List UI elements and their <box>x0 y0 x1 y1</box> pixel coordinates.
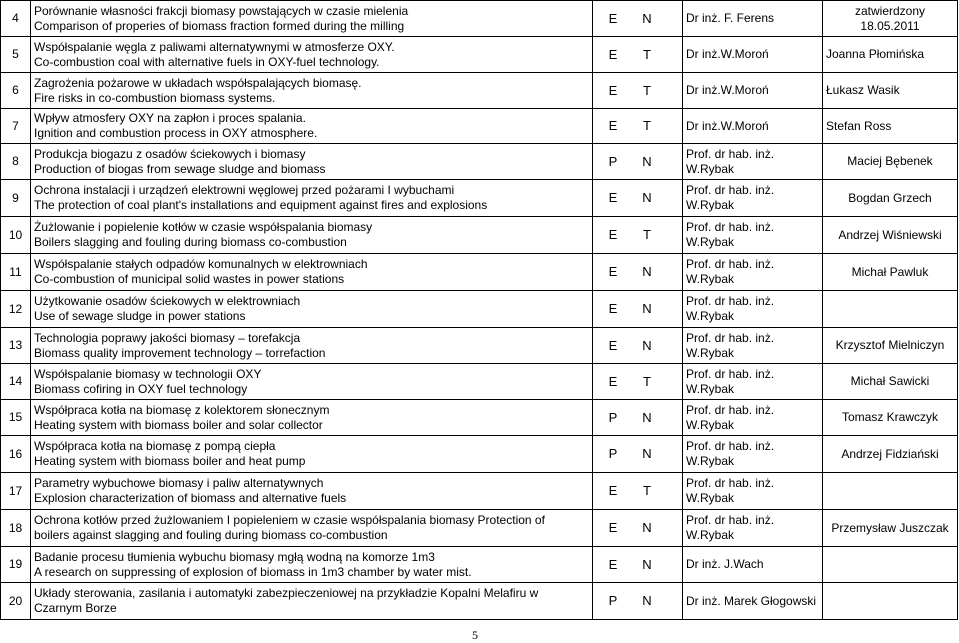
topic-code-2: N <box>642 556 652 572</box>
topic-title-pl: Parametry wybuchowe biomasy i paliw alternatywnych <box>34 476 324 490</box>
supervisor: Prof. dr hab. inż. W.Rybak <box>683 254 823 291</box>
row-number: 11 <box>1 254 31 291</box>
topic-title-pl: Współpraca kotła na biomasę z kolektorem słonecznym <box>34 402 330 417</box>
topic-description <box>31 254 593 291</box>
student <box>823 583 958 620</box>
student: Michał Pawluk <box>823 254 958 291</box>
topic-description <box>31 217 593 254</box>
topic-code-2: N <box>642 337 652 353</box>
topic-description <box>31 364 593 400</box>
topic-title-en: Czarnym Borze <box>34 601 117 615</box>
row-number: 13 <box>1 328 31 364</box>
student: Andrzej Wiśniewski <box>823 217 958 254</box>
supervisor: Prof. dr hab. inż. W.Rybak <box>683 328 823 364</box>
student: Andrzej Fidziański <box>823 436 958 473</box>
topic-code-2: T <box>643 483 651 498</box>
topic-codes <box>593 583 683 620</box>
table-row <box>1 144 958 180</box>
topic-code-2: T <box>643 82 651 98</box>
supervisor: Dr inż.W.Moroń <box>683 37 823 73</box>
topic-description <box>31 400 593 436</box>
topic-codes <box>593 364 683 400</box>
topic-description <box>31 144 593 180</box>
topic-codes <box>593 510 683 547</box>
topic-description <box>31 1 593 37</box>
topic-codes <box>593 547 683 583</box>
topic-title-en: Biomass cofiring in OXY fuel technology <box>34 381 248 396</box>
topic-title-en: Fire risks in co-combustion biomass systems. <box>34 90 276 105</box>
topic-code-2: N <box>642 593 652 608</box>
table-row <box>1 328 958 364</box>
topic-description <box>31 436 593 473</box>
topic-code-2: T <box>643 227 651 242</box>
row-number: 18 <box>1 510 31 547</box>
student <box>823 291 958 328</box>
row-number: 10 <box>1 217 31 254</box>
topic-code-2: N <box>642 10 652 26</box>
row-number: 17 <box>1 473 31 510</box>
topic-description <box>31 510 593 547</box>
table-row <box>1 1 958 37</box>
table-row <box>1 547 958 583</box>
supervisor: Dr inż. Marek Głogowski <box>683 583 823 620</box>
table-row <box>1 583 958 620</box>
topic-title-pl: Porównanie własności frakcji biomasy powstających w czasie mielenia <box>34 3 409 18</box>
student: Łukasz Wasik <box>823 73 958 109</box>
topic-description <box>31 37 593 73</box>
topic-code-1: E <box>608 10 618 26</box>
student: Maciej Bębenek <box>823 144 958 180</box>
topic-title-en: Heating system with biomass boiler and solar collector <box>34 417 323 432</box>
topic-description <box>31 547 593 583</box>
table-row <box>1 180 958 217</box>
supervisor: Dr inż. F. Ferens <box>683 1 823 37</box>
row-number: 4 <box>1 1 31 37</box>
page-number: 5 <box>472 628 478 642</box>
row-number: 6 <box>1 73 31 109</box>
topic-code-1: E <box>608 337 618 353</box>
topic-title-en: Co-combustion of municipal solid wastes in power stations <box>34 272 345 286</box>
topic-code-2: N <box>642 190 652 205</box>
table-row <box>1 254 958 291</box>
supervisor: Dr inż. J.Wach <box>683 547 823 583</box>
topic-code-1: P <box>608 593 618 608</box>
topic-code-1: E <box>608 46 618 62</box>
topic-title-en: boilers against slagging and fouling during biomass co-combustion <box>34 528 388 542</box>
table-row <box>1 291 958 328</box>
student: Michał Sawicki <box>823 364 958 400</box>
table-row <box>1 510 958 547</box>
topics-table-body <box>1 1 958 620</box>
topic-code-2: T <box>643 373 651 389</box>
row-number: 8 <box>1 144 31 180</box>
topic-title-pl: Ochrona kotłów przed żużlowaniem I popieleniem w czasie współspalania biomasy Protection of <box>34 513 545 527</box>
topic-description <box>31 73 593 109</box>
topic-code-2: N <box>642 264 652 279</box>
supervisor: Dr inż.W.Moroń <box>683 109 823 144</box>
student: Krzysztof Mielniczyn <box>823 328 958 364</box>
topic-codes <box>593 37 683 73</box>
topic-title-pl: Produkcja biogazu z osadów ściekowych i biomasy <box>34 146 306 161</box>
student: Stefan Ross <box>823 109 958 144</box>
row-number: 19 <box>1 547 31 583</box>
row-number: 9 <box>1 180 31 217</box>
topic-description <box>31 473 593 510</box>
topic-code-1: E <box>608 301 618 316</box>
topic-codes <box>593 144 683 180</box>
student: Tomasz Krawczyk <box>823 400 958 436</box>
topic-title-en: Heating system with biomass boiler and heat pump <box>34 454 306 468</box>
topic-code-1: E <box>608 118 618 133</box>
topic-description <box>31 291 593 328</box>
topic-description <box>31 180 593 217</box>
topic-code-1: E <box>608 227 618 242</box>
topic-codes <box>593 328 683 364</box>
topic-code-2: N <box>642 153 652 169</box>
student: Przemysław Juszczak <box>823 510 958 547</box>
topic-title-en: Co-combustion coal with alternative fuels in OXY-fuel technology. <box>34 54 380 69</box>
table-row <box>1 473 958 510</box>
topic-description <box>31 109 593 144</box>
topic-title-en: Use of sewage sludge in power stations <box>34 309 246 323</box>
table-row <box>1 364 958 400</box>
topic-title-en: Explosion characterization of biomass and alternative fuels <box>34 491 347 505</box>
topic-title-en: Comparison of properies of biomass fraction formed during the milling <box>34 18 405 33</box>
row-number: 12 <box>1 291 31 328</box>
topic-code-2: T <box>643 46 651 62</box>
topic-title-pl: Zagrożenia pożarowe w układach współspalających biomasę. <box>34 75 362 90</box>
topic-code-2: N <box>642 409 652 425</box>
topic-title-pl: Układy sterowania, zasilania i automatyki zabezpieczeniowej na przykładzie Kopalni Melafiru w <box>34 586 539 600</box>
topic-code-1: E <box>608 264 618 279</box>
topic-codes <box>593 436 683 473</box>
topic-title-en: A research on suppressing of explosion of biomass in 1m3 chamber by water mist. <box>34 564 472 579</box>
topic-title-pl: Żużlowanie i popielenie kotłów w czasie współspalania biomasy <box>34 220 373 234</box>
topic-codes <box>593 400 683 436</box>
supervisor: Prof. dr hab. inż. W.Rybak <box>683 364 823 400</box>
topic-codes <box>593 109 683 144</box>
topic-code-1: E <box>608 190 618 205</box>
topic-title-pl: Badanie procesu tłumienia wybuchu biomasy mgłą wodną na komorze 1m3 <box>34 549 435 564</box>
row-number: 15 <box>1 400 31 436</box>
topic-code-1: E <box>608 373 618 389</box>
table-row <box>1 37 958 73</box>
topic-codes <box>593 217 683 254</box>
topic-code-1: P <box>608 446 618 461</box>
topic-codes <box>593 73 683 109</box>
topic-codes <box>593 180 683 217</box>
topic-code-1: E <box>608 520 618 535</box>
supervisor: Prof. dr hab. inż. W.Rybak <box>683 217 823 254</box>
row-number: 20 <box>1 583 31 620</box>
topic-title-en: Ignition and combustion process in OXY atmosphere. <box>34 126 318 140</box>
supervisor: Prof. dr hab. inż. W.Rybak <box>683 510 823 547</box>
supervisor: Prof. dr hab. inż. W.Rybak <box>683 291 823 328</box>
topic-title-pl: Współspalanie stałych odpadów komunalnych w elektrowniach <box>34 257 368 271</box>
student: Bogdan Grzech <box>823 180 958 217</box>
topic-title-pl: Ochrona instalacji i urządzeń elektrowni węglowej przed pożarami I wybuchami <box>34 183 455 197</box>
topic-title-pl: Użytkowanie osadów ściekowych w elektrowniach <box>34 294 301 308</box>
table-row <box>1 217 958 254</box>
student: zatwierdzony 18.05.2011 <box>823 1 958 37</box>
supervisor: Prof. dr hab. inż. W.Rybak <box>683 400 823 436</box>
table-row <box>1 73 958 109</box>
table-row <box>1 109 958 144</box>
topic-title-pl: Współpraca kotła na biomasę z pompą ciepła <box>34 439 276 453</box>
topic-code-1: P <box>608 153 618 169</box>
topic-title-en: Biomass quality improvement technology – torrefaction <box>34 345 326 360</box>
supervisor: Prof. dr hab. inż. W.Rybak <box>683 436 823 473</box>
supervisor: Prof. dr hab. inż. W.Rybak <box>683 180 823 217</box>
supervisor: Prof. dr hab. inż. W.Rybak <box>683 473 823 510</box>
topic-codes <box>593 291 683 328</box>
topic-title-en: Boilers slagging and fouling during biomass co-combustion <box>34 235 347 249</box>
topic-title-pl: Współspalanie biomasy w technologii OXY <box>34 366 262 381</box>
row-number: 7 <box>1 109 31 144</box>
table-row <box>1 400 958 436</box>
student <box>823 473 958 510</box>
supervisor: Dr inż.W.Moroń <box>683 73 823 109</box>
topic-codes <box>593 473 683 510</box>
topic-title-pl: Technologia poprawy jakości biomasy – torefakcja <box>34 330 301 345</box>
topic-code-2: T <box>643 118 651 133</box>
topic-title-pl: Współspalanie węgla z paliwami alternatywnymi w atmosferze OXY. <box>34 39 395 54</box>
topic-code-1: E <box>608 82 618 98</box>
row-number: 14 <box>1 364 31 400</box>
topic-code-1: E <box>608 483 618 498</box>
topic-title-pl: Wpływ atmosfery OXY na zapłon i proces spalania. <box>34 111 306 125</box>
topic-title-en: Production of biogas from sewage sludge and biomass <box>34 161 326 176</box>
topic-description <box>31 583 593 620</box>
topic-code-2: N <box>642 520 652 535</box>
topic-code-2: N <box>642 301 652 316</box>
topic-code-1: E <box>608 556 618 572</box>
table-row <box>1 436 958 473</box>
student <box>823 547 958 583</box>
topic-codes <box>593 254 683 291</box>
row-number: 16 <box>1 436 31 473</box>
topic-title-en: The protection of coal plant's installations and equipment against fires and explosions <box>34 198 488 212</box>
topic-codes <box>593 1 683 37</box>
supervisor: Prof. dr hab. inż. W.Rybak <box>683 144 823 180</box>
student: Joanna Płomińska <box>823 37 958 73</box>
topic-code-1: P <box>608 409 618 425</box>
topic-code-2: N <box>642 446 652 461</box>
row-number: 5 <box>1 37 31 73</box>
topic-description <box>31 328 593 364</box>
